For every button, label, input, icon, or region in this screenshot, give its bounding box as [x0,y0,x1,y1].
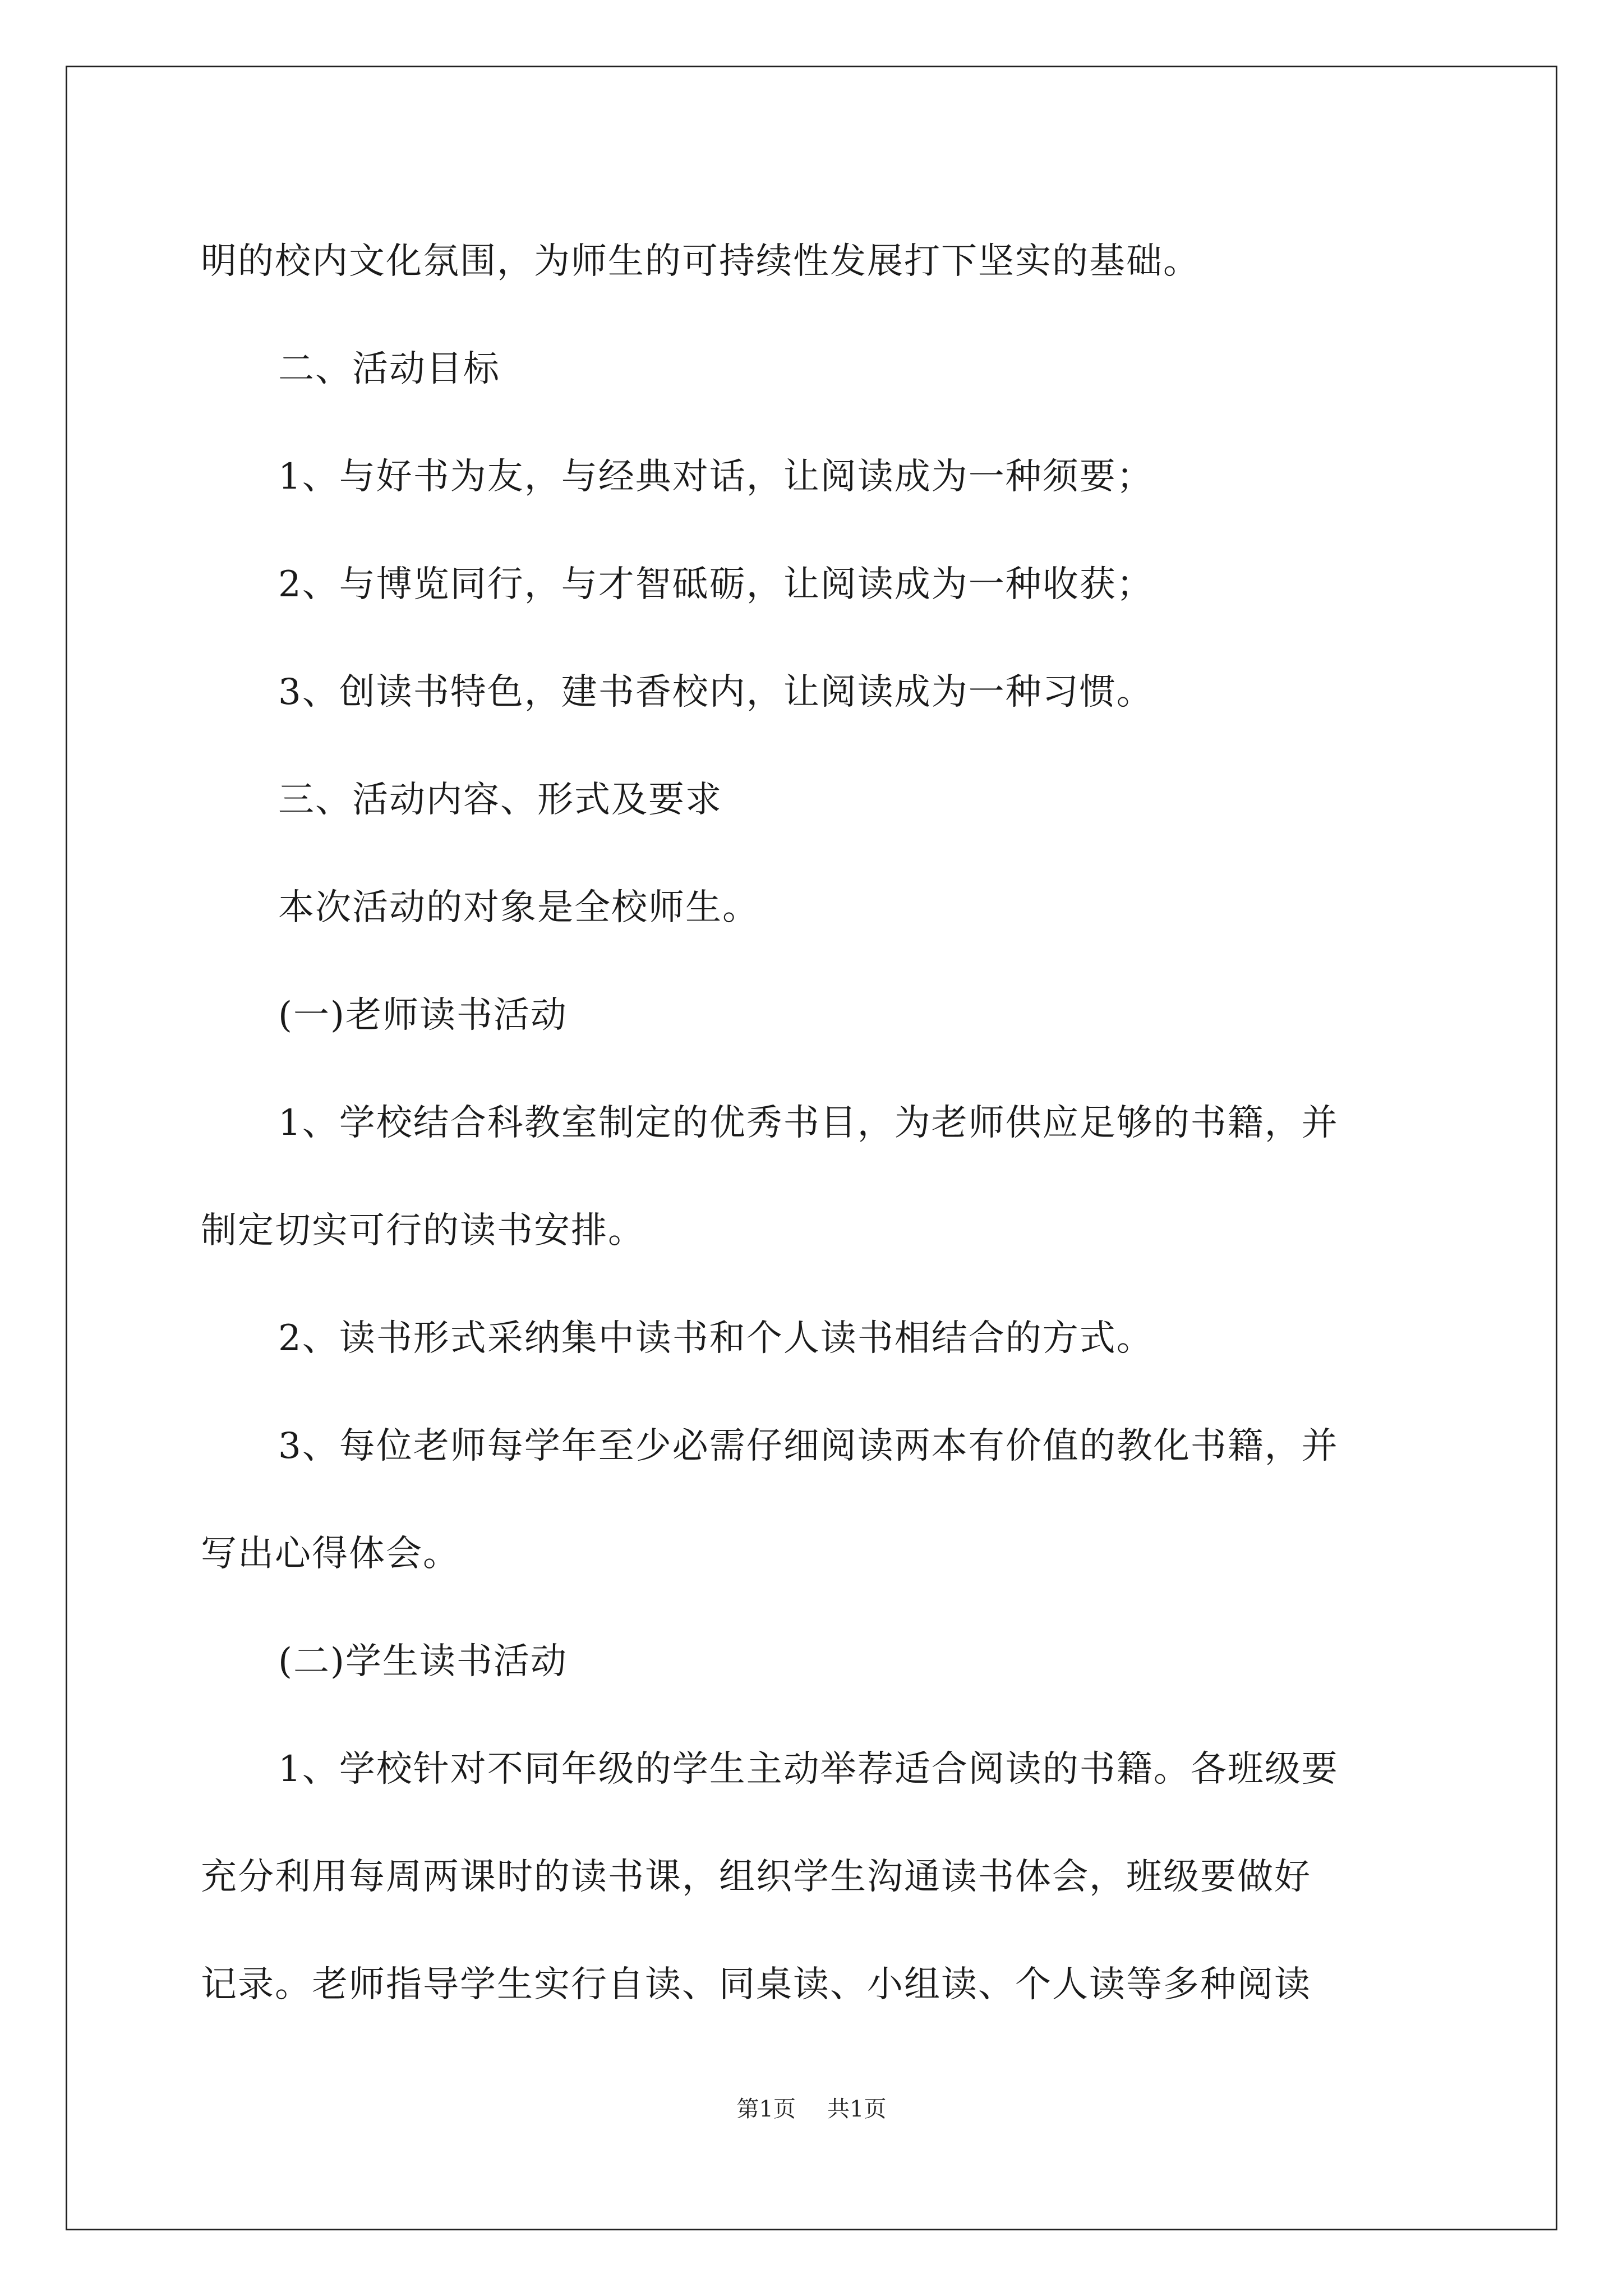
paragraph: 二、活动目标 [278,348,500,390]
paragraph: 2、读书形式采纳集中读书和个人读书相结合的方式。 [278,1318,1154,1359]
paragraph: 本次活动的对象是全校师生。 [278,887,759,928]
paragraph: 2、与博览同行，与才智砥砺，让阅读成为一种收获； [278,564,1154,605]
paragraph: 充分利用每周两课时的读书课，组织学生沟通读书体会，班级要做好 [201,1856,1311,1898]
paragraph: 3、每位老师每学年至少必需仔细阅读两本有价值的教化书籍，并 [278,1425,1339,1467]
paragraph: 1、学校结合科教室制定的优秀书目，为老师供应足够的书籍，并 [278,1102,1339,1144]
paragraph: 1、与好书为友，与经典对话，让阅读成为一种须要； [278,456,1154,498]
paragraph: 写出心得体会。 [201,1533,460,1575]
paragraph: 制定切实可行的读书安排。 [201,1210,645,1251]
paragraph: (一)老师读书活动 [278,995,568,1036]
page-footer [0,2091,1623,2123]
paragraph: 记录。老师指导学生实行自读、同桌读、小组读、个人读等多种阅读 [201,1964,1311,2005]
page-number-current: 第1页 [736,2096,796,2122]
paragraph: 3、创读书特色，建书香校内，让阅读成为一种习惯。 [278,671,1154,713]
document-body [201,208,1429,2039]
paragraph: (二)学生读书活动 [278,1641,568,1682]
paragraph: 明的校内文化氛围，为师生的可持续性发展打下坚实的基础。 [201,241,1200,282]
paragraph: 三、活动内容、形式及要求 [278,779,722,821]
paragraph: 1、学校针对不同年级的学生主动举荐适合阅读的书籍。各班级要 [278,1749,1339,1790]
page-number-total: 共1页 [827,2096,887,2122]
